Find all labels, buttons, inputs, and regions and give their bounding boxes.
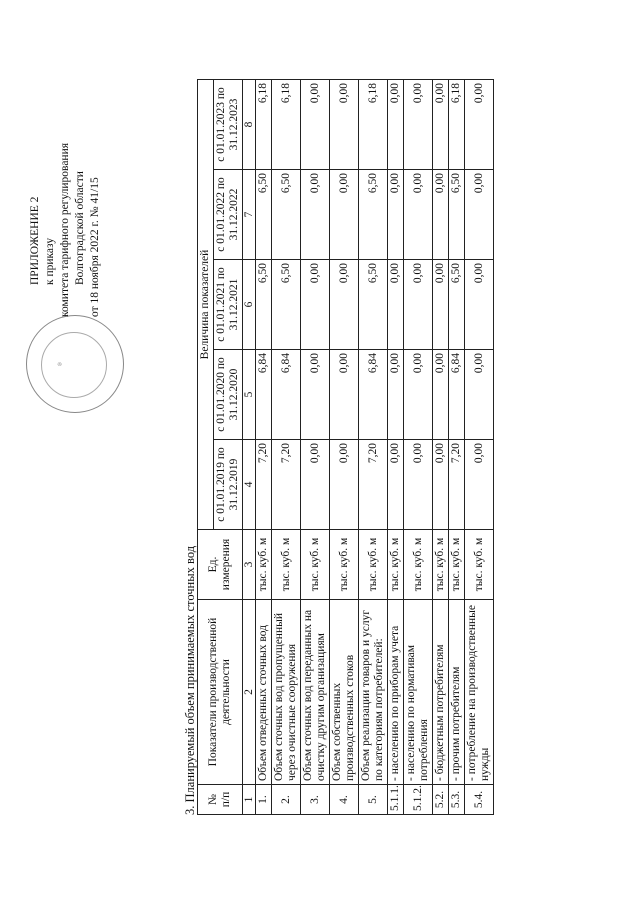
value-cell: 0,00 bbox=[433, 350, 449, 440]
indicator-name: Объем реализации товаров и услуг по категориям потребителей: bbox=[359, 600, 388, 785]
column-number: 7 bbox=[243, 170, 256, 260]
table-header-row bbox=[198, 80, 214, 815]
indicator-name: - населению по приборам учета bbox=[388, 600, 404, 785]
value-cell: 0,00 bbox=[465, 440, 494, 530]
order-date: от 18 ноября 2022 г. № 41/15 bbox=[89, 177, 101, 317]
value-cell: 0,00 bbox=[465, 80, 494, 170]
table-row bbox=[404, 80, 433, 815]
header-period: с 01.01.2023 по 31.12.2023 bbox=[214, 80, 243, 170]
value-cell: 0,00 bbox=[404, 440, 433, 530]
value-cell: 6,50 bbox=[256, 260, 272, 350]
row-number: 5.3. bbox=[449, 785, 465, 815]
value-cell: 6,50 bbox=[359, 170, 388, 260]
indicator-name: - бюджетным потребителям bbox=[433, 600, 449, 785]
value-cell: 0,00 bbox=[465, 260, 494, 350]
value-cell: 0,00 bbox=[301, 350, 330, 440]
column-number: 8 bbox=[243, 80, 256, 170]
header-num: № п/п bbox=[198, 785, 243, 815]
header-period: с 01.01.2022 по 31.12.2022 bbox=[214, 170, 243, 260]
value-cell: 0,00 bbox=[388, 170, 404, 260]
official-seal-stamp: ◎ bbox=[26, 315, 124, 413]
header-values-group: Величина показателей bbox=[198, 80, 214, 530]
value-cell: 6,84 bbox=[359, 350, 388, 440]
table-row bbox=[465, 80, 494, 815]
column-number: 1 bbox=[243, 785, 256, 815]
column-number-row bbox=[243, 80, 256, 815]
header-period: с 01.01.2020 по 31.12.2020 bbox=[214, 350, 243, 440]
row-number: 5.1.2. bbox=[404, 785, 433, 815]
value-cell: 0,00 bbox=[404, 170, 433, 260]
value-cell: 0,00 bbox=[388, 80, 404, 170]
committee-name: комитета тарифного регулирования bbox=[59, 142, 71, 317]
value-cell: 0,00 bbox=[301, 260, 330, 350]
value-cell: 6,50 bbox=[256, 170, 272, 260]
row-number: 4. bbox=[330, 785, 359, 815]
table-row bbox=[301, 80, 330, 815]
header-period: с 01.01.2021 по 31.12.2021 bbox=[214, 260, 243, 350]
order-reference: к приказу bbox=[44, 237, 56, 285]
value-cell: 6,84 bbox=[272, 350, 301, 440]
indicator-name: - населению по нормативам потребления bbox=[404, 600, 433, 785]
row-number: 1. bbox=[256, 785, 272, 815]
appendix-header bbox=[28, 97, 103, 317]
value-cell: 6,18 bbox=[359, 80, 388, 170]
value-cell: 6,84 bbox=[256, 350, 272, 440]
row-number: 5. bbox=[359, 785, 388, 815]
header-unit: Ед. измерения bbox=[198, 530, 243, 600]
unit-cell: тыс. куб. м bbox=[330, 530, 359, 600]
value-cell: 0,00 bbox=[388, 440, 404, 530]
value-cell: 6,18 bbox=[272, 80, 301, 170]
value-cell: 7,20 bbox=[256, 440, 272, 530]
unit-cell: тыс. куб. м bbox=[388, 530, 404, 600]
table-row bbox=[449, 80, 465, 815]
value-cell: 0,00 bbox=[404, 350, 433, 440]
row-number: 2. bbox=[272, 785, 301, 815]
value-cell: 0,00 bbox=[330, 80, 359, 170]
value-cell: 0,00 bbox=[301, 80, 330, 170]
value-cell: 0,00 bbox=[388, 260, 404, 350]
table-row bbox=[433, 80, 449, 815]
wastewater-volume-table bbox=[197, 79, 494, 815]
value-cell: 0,00 bbox=[301, 440, 330, 530]
indicator-name: Объем собственных производственных стоков bbox=[330, 600, 359, 785]
value-cell: 0,00 bbox=[330, 440, 359, 530]
value-cell: 0,00 bbox=[404, 260, 433, 350]
unit-cell: тыс. куб. м bbox=[449, 530, 465, 600]
unit-cell: тыс. куб. м bbox=[404, 530, 433, 600]
value-cell: 0,00 bbox=[433, 80, 449, 170]
value-cell: 0,00 bbox=[388, 350, 404, 440]
value-cell: 6,18 bbox=[449, 80, 465, 170]
unit-cell: тыс. куб. м bbox=[359, 530, 388, 600]
value-cell: 6,50 bbox=[359, 260, 388, 350]
indicator-name: - прочим потребителям bbox=[449, 600, 465, 785]
value-cell: 0,00 bbox=[330, 260, 359, 350]
value-cell: 0,00 bbox=[433, 170, 449, 260]
column-number: 3 bbox=[243, 530, 256, 600]
table-row bbox=[388, 80, 404, 815]
value-cell: 0,00 bbox=[404, 80, 433, 170]
value-cell: 6,84 bbox=[449, 350, 465, 440]
value-cell: 7,20 bbox=[272, 440, 301, 530]
indicator-name: - потребление на производственные нужды bbox=[465, 600, 494, 785]
row-number: 3. bbox=[301, 785, 330, 815]
unit-cell: тыс. куб. м bbox=[433, 530, 449, 600]
value-cell: 0,00 bbox=[433, 260, 449, 350]
value-cell: 6,50 bbox=[272, 260, 301, 350]
table-row bbox=[272, 80, 301, 815]
column-number: 5 bbox=[243, 350, 256, 440]
value-cell: 0,00 bbox=[465, 170, 494, 260]
value-cell: 6,18 bbox=[256, 80, 272, 170]
value-cell: 0,00 bbox=[465, 350, 494, 440]
region-name: Волгоградской области bbox=[74, 171, 86, 285]
value-cell: 6,50 bbox=[272, 170, 301, 260]
table-row bbox=[256, 80, 272, 815]
table-row bbox=[330, 80, 359, 815]
unit-cell: тыс. куб. м bbox=[465, 530, 494, 600]
value-cell: 6,50 bbox=[449, 170, 465, 260]
indicator-name: Объем сточных вод пропущенный через очистные сооружения bbox=[272, 600, 301, 785]
value-cell: 0,00 bbox=[330, 350, 359, 440]
value-cell: 0,00 bbox=[301, 170, 330, 260]
appendix-title: ПРИЛОЖЕНИЕ 2 bbox=[29, 196, 41, 285]
header-indicator: Показатели производственной деятельности bbox=[198, 600, 243, 785]
column-number: 4 bbox=[243, 440, 256, 530]
row-number: 5.1.1. bbox=[388, 785, 404, 815]
unit-cell: тыс. куб. м bbox=[256, 530, 272, 600]
value-cell: 0,00 bbox=[433, 440, 449, 530]
unit-cell: тыс. куб. м bbox=[301, 530, 330, 600]
table-row bbox=[359, 80, 388, 815]
column-number: 6 bbox=[243, 260, 256, 350]
column-number: 2 bbox=[243, 600, 256, 785]
value-cell: 7,20 bbox=[449, 440, 465, 530]
indicator-name: Объем сточных вод переданных на очистку другим организациям bbox=[301, 600, 330, 785]
header-period: с 01.01.2019 по 31.12.2019 bbox=[214, 440, 243, 530]
row-number: 5.2. bbox=[433, 785, 449, 815]
indicator-name: Объем отведенных сточных вод bbox=[256, 600, 272, 785]
unit-cell: тыс. куб. м bbox=[272, 530, 301, 600]
section-title: 3. Планируемый объем принимаемых сточных вод bbox=[183, 545, 197, 815]
value-cell: 7,20 bbox=[359, 440, 388, 530]
row-number: 5.4. bbox=[465, 785, 494, 815]
value-cell: 6,50 bbox=[449, 260, 465, 350]
value-cell: 0,00 bbox=[330, 170, 359, 260]
